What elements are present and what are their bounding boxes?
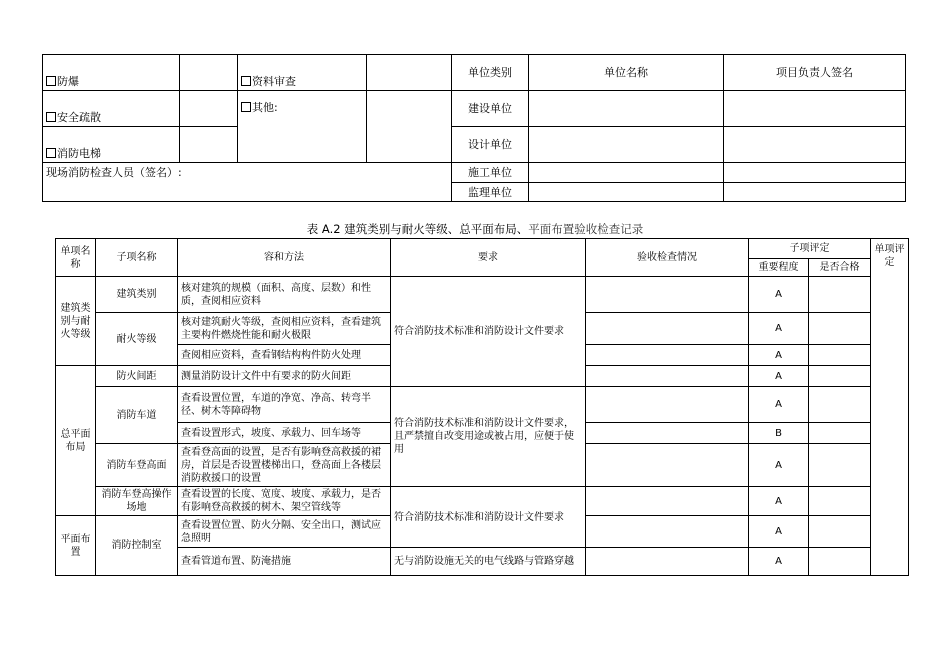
signature-input[interactable] <box>724 163 906 183</box>
unit-name-input[interactable] <box>529 127 724 163</box>
unit-design: 设计单位 <box>452 127 529 163</box>
situation-input[interactable] <box>586 366 749 387</box>
sub-aerial-access-face: 消防车登高面 <box>96 444 178 487</box>
sub-fire-lane: 消防车道 <box>96 387 178 444</box>
method-cell: 查阅相应资料，查看钢结构构件防火处理 <box>178 345 391 366</box>
situation-input[interactable] <box>586 345 749 366</box>
sub-building-category: 建筑类别 <box>96 277 178 313</box>
unit-name-input[interactable] <box>529 163 724 183</box>
requirement-cell: 符合消防技术标准和消防设计文件要求 <box>391 277 586 387</box>
requirement-cell: 符合消防技术标准和消防设计文件要求 <box>391 487 586 548</box>
checkbox-icon[interactable] <box>46 76 56 86</box>
unit-name-input[interactable] <box>529 91 724 127</box>
qualified-input[interactable] <box>809 345 871 366</box>
qualified-input[interactable] <box>809 277 871 313</box>
signature-input[interactable] <box>724 127 906 163</box>
group-building-category: 建筑类别与耐火等级 <box>56 277 96 366</box>
importance-cell: A <box>749 313 809 345</box>
unit-contractor: 施工单位 <box>452 163 529 183</box>
situation-input[interactable] <box>586 516 749 548</box>
method-cell: 查看设置的长度、宽度、坡度、承载力，是否有影响登高救援的树木、架空管线等 <box>178 487 391 516</box>
header-project-lead-signature: 项目负责人签名 <box>724 55 906 91</box>
header-sub-evaluation: 子项评定 <box>749 239 871 259</box>
unit-construction: 建设单位 <box>452 91 529 127</box>
method-cell: 测量消防设计文件中有要求的防火间距 <box>178 366 391 387</box>
qualified-input[interactable] <box>809 313 871 345</box>
group-site-layout: 总平面布局 <box>56 366 96 516</box>
blank-cell <box>180 127 238 163</box>
importance-cell: A <box>749 277 809 313</box>
check-item-other[interactable]: 其他: <box>238 91 367 163</box>
check-item-explosion-proof[interactable]: 防爆 <box>43 55 180 91</box>
sub-fire-separation: 防火间距 <box>96 366 178 387</box>
qualified-input[interactable] <box>809 444 871 487</box>
requirement-cell: 符合消防技术标准和消防设计文件要求，且严禁擅自改变用途或被占用，应便于使用 <box>391 387 586 487</box>
inspector-signature-field[interactable]: 现场消防检查人员（签名）: <box>43 163 452 202</box>
method-cell: 核对建筑的规模（面积、高度、层数）和性质，查阅相应资料 <box>178 277 391 313</box>
check-item-safe-evacuation[interactable]: 安全疏散 <box>43 91 180 127</box>
check-item-fire-elevator[interactable]: 消防电梯 <box>43 127 180 163</box>
importance-cell: A <box>749 345 809 366</box>
header-unit-name: 单位名称 <box>529 55 724 91</box>
unit-name-input[interactable] <box>529 183 724 202</box>
situation-input[interactable] <box>586 277 749 313</box>
situation-input[interactable] <box>586 444 749 487</box>
importance-cell: A <box>749 548 809 576</box>
sub-aerial-operation-area: 消防车登高操作场地 <box>96 487 178 516</box>
method-cell: 查看设置位置，车道的净宽、净高、转弯半径、树木等障碍物 <box>178 387 391 423</box>
signature-input[interactable] <box>724 91 906 127</box>
situation-input[interactable] <box>586 423 749 444</box>
header-sub-name: 子项名称 <box>96 239 178 277</box>
qualified-input[interactable] <box>809 387 871 423</box>
checkbox-icon[interactable] <box>241 76 251 86</box>
method-cell: 查看管道布置、防淹措施 <box>178 548 391 576</box>
checkbox-icon[interactable] <box>46 148 56 158</box>
method-cell: 核对建筑耐火等级，查阅相应资料，查看建筑主要构件燃烧性能和耐火极限 <box>178 313 391 345</box>
checkbox-icon[interactable] <box>241 102 251 112</box>
group-floor-layout: 平面布置 <box>56 516 96 576</box>
importance-cell: A <box>749 444 809 487</box>
sub-fire-control-room: 消防控制室 <box>96 516 178 576</box>
header-item-evaluation: 单项评定 <box>871 239 909 576</box>
check-item-document-review[interactable]: 资料审查 <box>238 55 367 91</box>
qualified-input[interactable] <box>809 487 871 516</box>
importance-cell: A <box>749 516 809 548</box>
method-cell: 查看设置位置、防火分隔、安全出口，测试应急照明 <box>178 516 391 548</box>
signature-input[interactable] <box>724 183 906 202</box>
requirement-cell: 无与消防设施无关的电气线路与管路穿越 <box>391 548 586 576</box>
situation-input[interactable] <box>586 387 749 423</box>
acceptance-form-header-table <box>42 54 906 202</box>
qualified-input[interactable] <box>809 516 871 548</box>
header-importance: 重要程度 <box>749 259 809 277</box>
blank-cell <box>180 55 238 91</box>
method-cell: 查看登高面的设置，是否有影响登高救援的裙房，首层是否设置楼梯出口，登高面上各楼层消防救援口的设置 <box>178 444 391 487</box>
importance-cell: A <box>749 387 809 423</box>
inspection-record-table <box>55 238 909 576</box>
header-unit-type: 单位类别 <box>452 55 529 91</box>
header-qualified: 是否合格 <box>809 259 871 277</box>
situation-input[interactable] <box>586 313 749 345</box>
header-method: 容和方法 <box>178 239 391 277</box>
sub-fire-resistance: 耐火等级 <box>96 313 178 366</box>
qualified-input[interactable] <box>809 423 871 444</box>
unit-supervisor: 监理单位 <box>452 183 529 202</box>
blank-cell <box>367 55 452 91</box>
importance-cell: A <box>749 487 809 516</box>
checkbox-icon[interactable] <box>46 112 56 122</box>
table-caption: 表 A.2 建筑类别与耐火等级、总平面布局、平面布置验收检查记录 <box>306 222 644 236</box>
importance-cell: A <box>749 366 809 387</box>
method-cell: 查看设置形式，坡度、承载力、回车场等 <box>178 423 391 444</box>
blank-cell <box>180 91 238 127</box>
qualified-input[interactable] <box>809 366 871 387</box>
header-item-name: 单项名称 <box>56 239 96 277</box>
header-requirement: 要求 <box>391 239 586 277</box>
qualified-input[interactable] <box>809 548 871 576</box>
importance-cell: B <box>749 423 809 444</box>
situation-input[interactable] <box>586 487 749 516</box>
header-situation: 验收检查情况 <box>586 239 749 277</box>
blank-cell <box>367 91 452 163</box>
situation-input[interactable] <box>586 548 749 576</box>
